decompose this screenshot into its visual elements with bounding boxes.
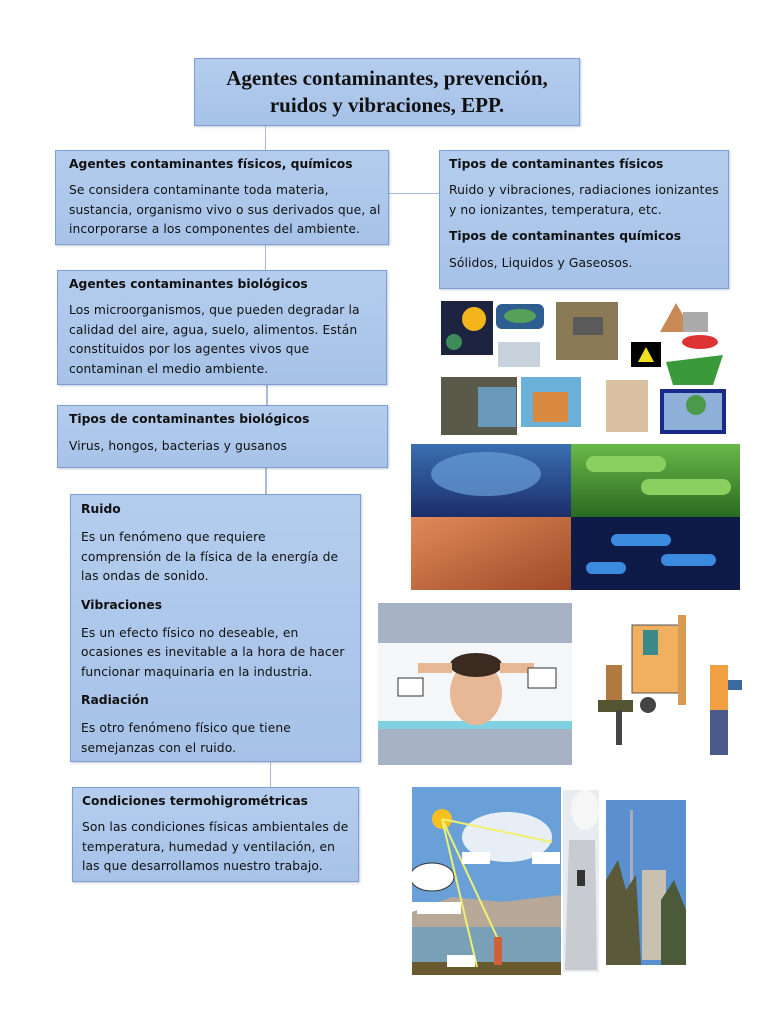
connector-fisicos-to-tipos: [389, 193, 439, 194]
fisicos-quimicos-heading: Agentes contaminantes físicos, químicos: [69, 157, 353, 171]
ruido-vibraciones-box: [70, 494, 361, 762]
tipos-fisicos-line: Ruido y vibraciones, radiaciones ionizantes: [449, 183, 719, 197]
vibration-workers-illustration: [588, 605, 756, 765]
vibraciones-line: funcionar maquinaria en la industria.: [81, 664, 313, 679]
title-line-1: Agentes contaminantes, prevención,: [226, 66, 548, 90]
biologicos-line: constituidos por los agentes vivos que: [69, 342, 310, 356]
title-box: [194, 58, 580, 126]
contamination-types-collage: [438, 297, 734, 438]
biologicos-heading: Agentes contaminantes biológicos: [69, 277, 308, 291]
connector-biologicos-to-tipos-biologicos: [266, 385, 268, 405]
tipos-biologicos-heading: Tipos de contaminantes biológicos: [69, 412, 310, 426]
tipos-fisicos-line: y no ionizantes, temperatura, etc.: [449, 202, 662, 217]
radiacion-heading: Radiación: [81, 693, 149, 707]
bacteria-collage: [411, 444, 740, 590]
fisicos-quimicos-line: sustancia, organismo vivo o sus derivados que, al: [69, 202, 381, 217]
vibraciones-line: Es un efecto físico no deseable, en: [81, 625, 299, 640]
connector-tipos-biologicos-to-ruido: [265, 468, 267, 494]
tipos-quimicos-heading: Tipos de contaminantes químicos: [449, 229, 682, 243]
biologicos-box: [57, 270, 387, 385]
ruido-line: Es un fenómeno que requiere: [81, 530, 266, 544]
industrial-chimney-photo: [606, 800, 686, 965]
tipos-quimicos-text: Sólidos, Liquidos y Gaseosos.: [449, 256, 633, 270]
title-line-2: ruidos y vibraciones, EPP.: [269, 93, 505, 117]
connector-ruido-to-condiciones: [270, 762, 271, 787]
tipos-fisicos-quimicos-box: [439, 150, 729, 289]
termohigrometricas-line: temperatura, humedad y ventilación, en: [82, 839, 336, 854]
tipos-biologicos-box: [57, 405, 388, 468]
ruido-heading: Ruido: [81, 502, 121, 516]
page-title: [195, 59, 579, 119]
tipos-biologicos-text: Virus, hongos, bacterias y gusanos: [69, 439, 287, 453]
connector-title-to-fisicos: [265, 126, 266, 150]
biologicos-line: Los microorganismos, que pueden degradar la: [69, 303, 360, 317]
termohigrometricas-heading: Condiciones termohigrométricas: [82, 794, 308, 808]
thermal-radiation-diagram: [412, 787, 561, 975]
ruido-line: comprensión de la física de la energía de: [81, 549, 339, 564]
cooling-tower-photo: [563, 790, 599, 972]
ruido-line: las ondas de sonido.: [81, 569, 209, 583]
fisicos-quimicos-line: incorporarse a los componentes del ambiente.: [69, 222, 361, 236]
biologicos-line: contaminan el medio ambiente.: [69, 361, 269, 376]
tipos-fisicos-heading: Tipos de contaminantes físicos: [449, 157, 664, 171]
noise-illustration: [378, 603, 572, 765]
termohigrometricas-box: [72, 787, 359, 882]
vibraciones-line: ocasiones es inevitable a la hora de hacer: [81, 645, 345, 659]
fisicos-quimicos-box: [55, 150, 389, 245]
vibraciones-heading: Vibraciones: [81, 597, 163, 612]
radiacion-line: Es otro fenómeno físico que tiene: [81, 721, 291, 735]
biologicos-line: calidad del aire, agua, suelo, alimentos. Están: [69, 322, 358, 337]
termohigrometricas-line: las que desarrollamos nuestro trabajo.: [82, 859, 323, 873]
termohigrometricas-line: Son las condiciones físicas ambientales de: [82, 820, 349, 834]
fisicos-quimicos-line: Se considera contaminante toda materia,: [69, 183, 329, 197]
radiacion-line: semejanzas con el ruido.: [81, 740, 237, 755]
connector-fisicos-to-biologicos: [265, 245, 266, 270]
